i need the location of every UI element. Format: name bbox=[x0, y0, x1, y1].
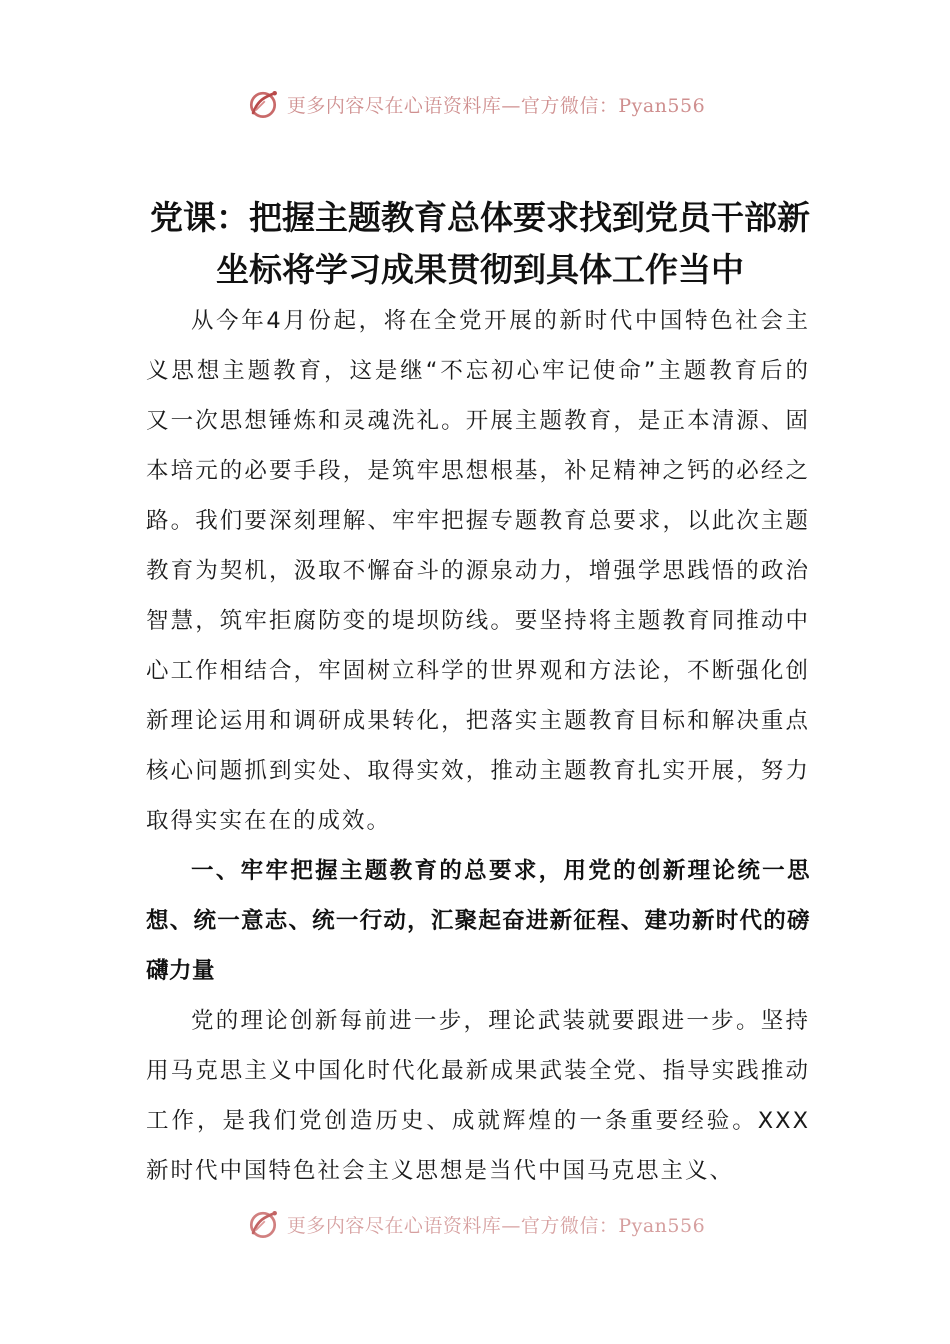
watermark-text: 更多内容尽在心语资料库—官方微信：Pyan556 bbox=[286, 1214, 706, 1237]
paragraph-intro: 从今年4月份起，将在全党开展的新时代中国特色社会主义思想主题教育，这是继“不忘初心牢记使命”主题教育后的又一次思想锤炼和灵魂洗礼。开展主题教育，是正本清源、固本培元的必要手段，是筑牢思想根基，补足精神之钙的必经之路。我们要深刻理解、牢牢把握专题教育总要求，以此次主题教育为契机，汲取不懈奋斗的源泉动力，增强学思践悟的政治智慧，筑牢拒腐防变的堤坝防线。要坚持将主题教育同推动中心工作相结合，牢固树立科学的世界观和方法论，不断强化创新理论运用和调研成果转化，把落实主题教育目标和解决重点核心问题抓到实处、取得实效，推动主题教育扎实开展，努力取得实实在在的成效。 bbox=[146, 308, 810, 834]
paragraph-section-1: 党的理论创新每前进一步，理论武装就要跟进一步。坚持用马克思主义中国化时代化最新成果武装全党、指导实践推动工作，是我们党创造历史、成就辉煌的一条重要经验。XXX新时代中国特色社会主义思想是当代中国马克思主义、 bbox=[146, 1008, 810, 1184]
watermark-text: 更多内容尽在心语资料库—官方微信：Pyan556 bbox=[286, 94, 706, 117]
pen-swirl-logo-icon bbox=[245, 1206, 281, 1242]
watermark-header bbox=[0, 84, 950, 124]
pen-swirl-logo-icon bbox=[245, 86, 281, 122]
section-heading-1: 一、牢牢把握主题教育的总要求，用党的创新理论统一思想、统一意志、统一行动，汇聚起奋进新征程、建功新时代的磅礴力量 bbox=[146, 858, 810, 984]
document-title: 党课：把握主题教育总体要求找到党员干部新坐标将学习成果贯彻到具体工作当中 bbox=[150, 198, 810, 289]
watermark-footer bbox=[0, 1204, 950, 1244]
document-body bbox=[146, 296, 810, 1196]
